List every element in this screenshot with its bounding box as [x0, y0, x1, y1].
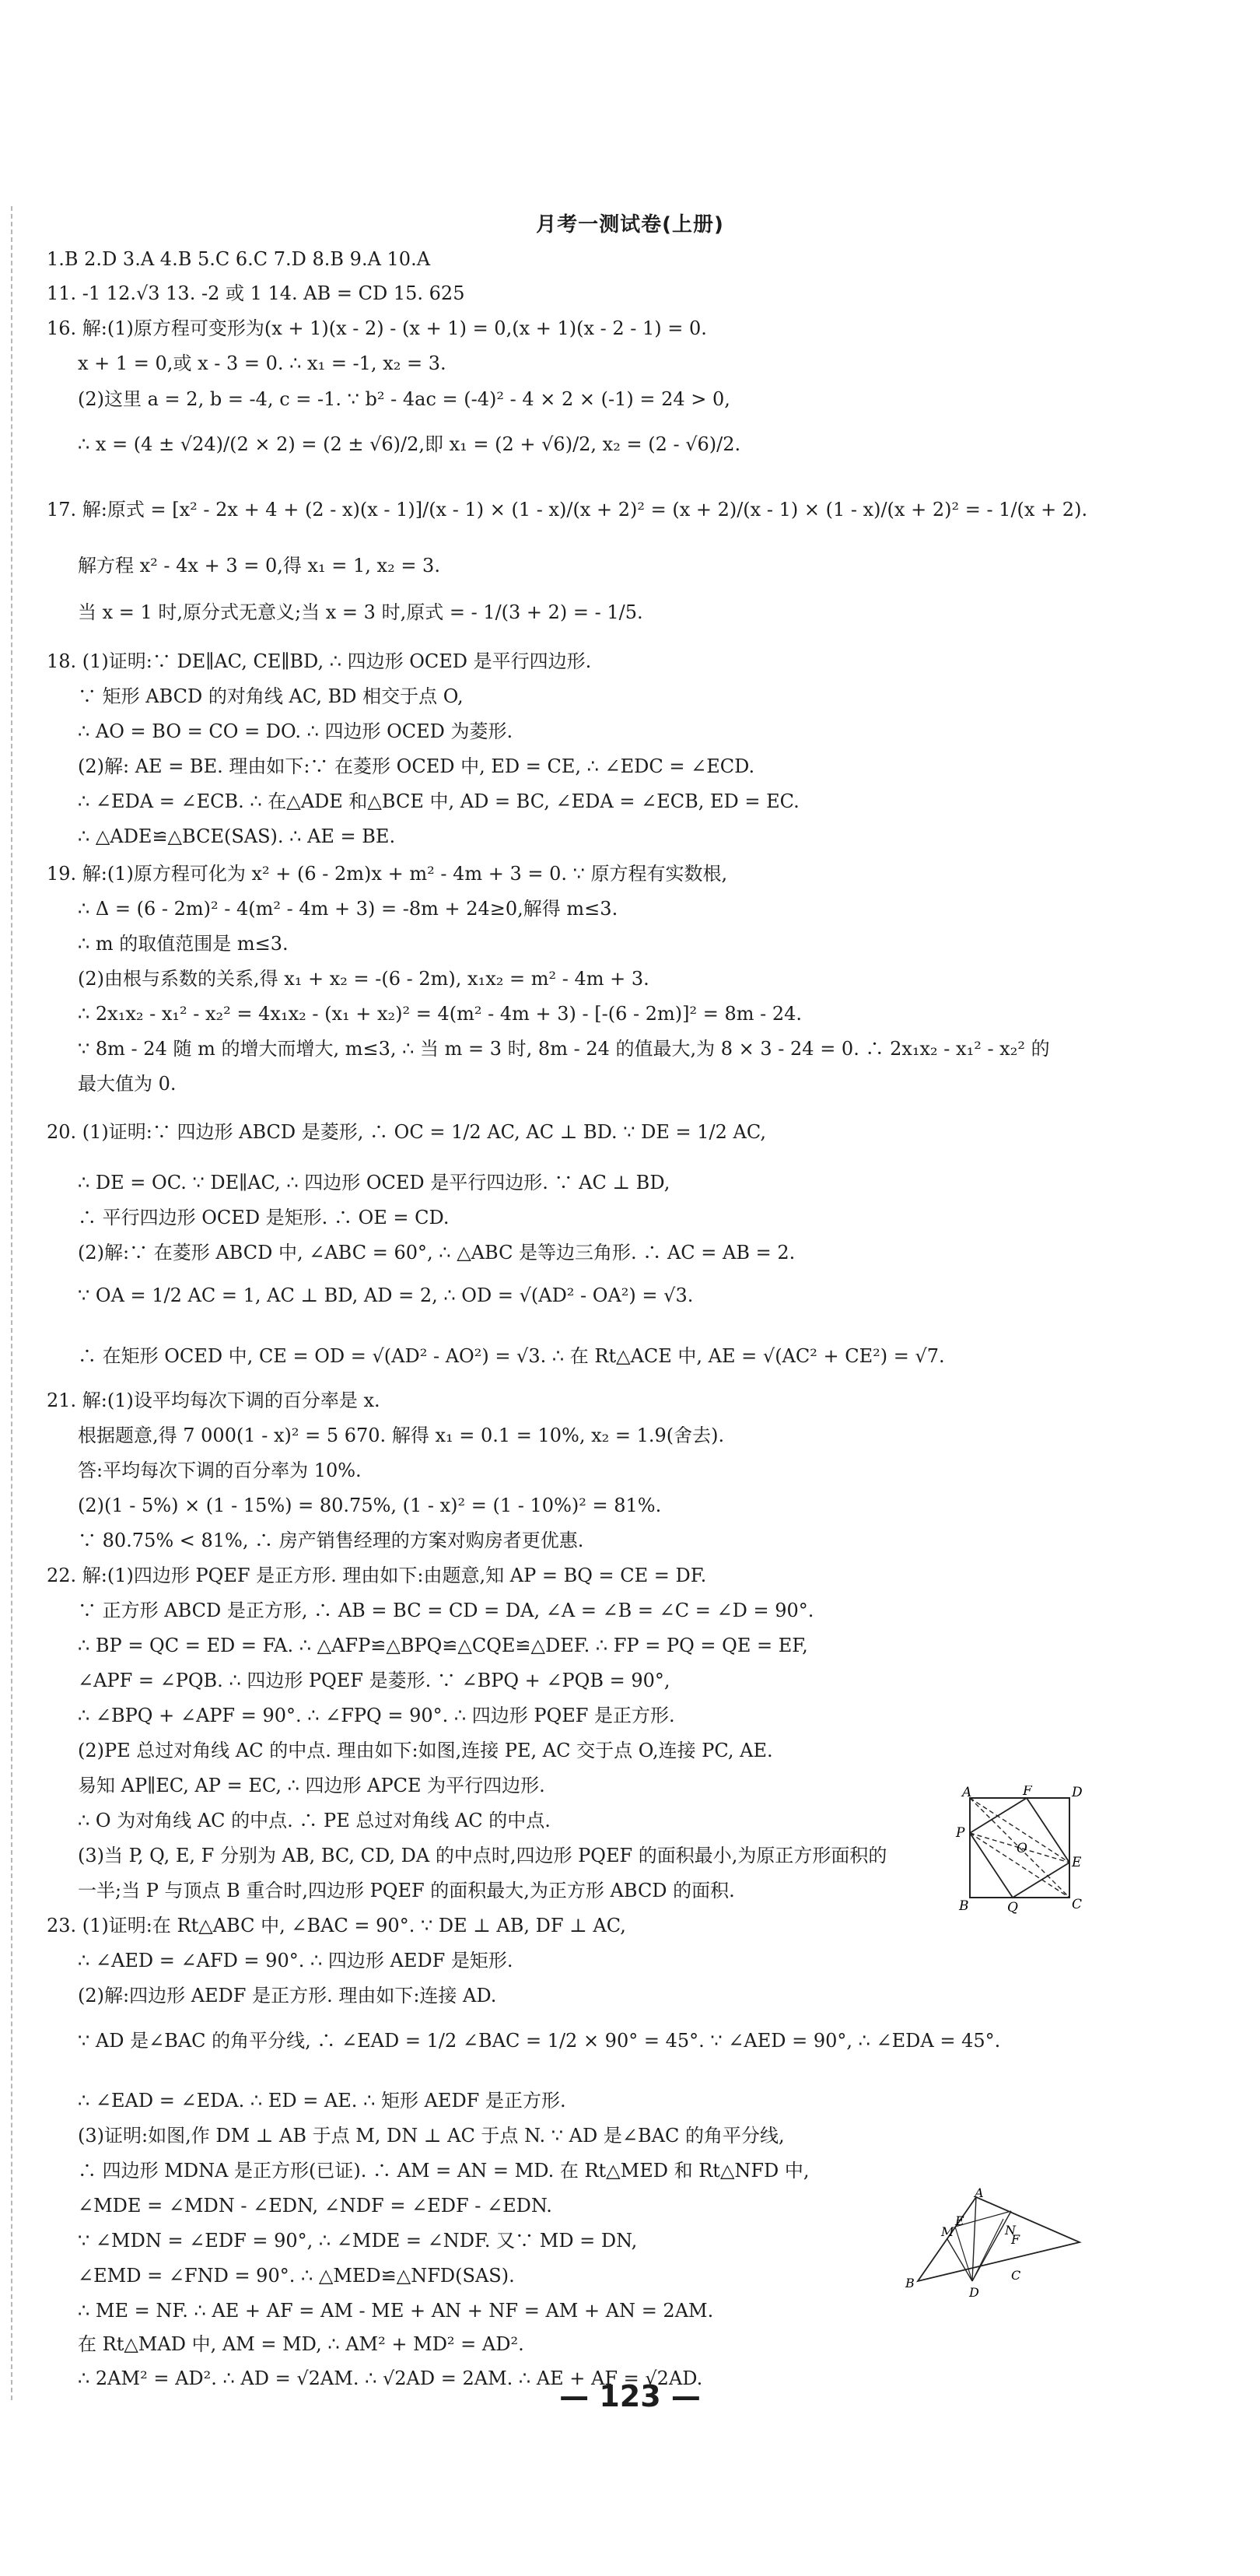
answer-line: 19. 解:(1)原方程可化为 x² + (6 - 2m)x + m² - 4m + 3 = 0. ∵ 原方程有实数根, [47, 863, 728, 885]
answer-line: (2)PE 总过对角线 AC 的中点. 理由如下:如图,连接 PE, AC 交于点 O,连接 PC, AE. [78, 1740, 773, 1761]
answer-line: ∵ 矩形 ABCD 的对角线 AC, BD 相交于点 O, [78, 685, 464, 707]
answer-line: ∴ ME = NF. ∴ AE + AF = AM - ME + AN + NF = AM + AN = 2AM. [78, 2300, 714, 2322]
figure-23-triangle [894, 2188, 1097, 2304]
answer-line: ∵ ∠MDN = ∠EDF = 90°, ∴ ∠MDE = ∠NDF. 又∵ MD = DN, [78, 2230, 638, 2252]
label-d: D [1072, 1786, 1083, 1800]
answer-line: 21. 解:(1)设平均每次下调的百分率是 x. [47, 1390, 380, 1411]
answer-line: ∴ 2AM² = AD². ∴ AD = √2AM. ∴ √2AD = 2AM. ∴ AE + AF = √2AD. [78, 2367, 703, 2389]
answer-line: ∵ OA = 1/2 AC = 1, AC ⊥ BD, AD = 2, ∴ OD = √(AD² - OA²) = √3. [78, 1284, 694, 1306]
label-c: C [1011, 2268, 1021, 2283]
label-a: A [975, 2188, 984, 2200]
label-n: N [1005, 2223, 1016, 2238]
answer-line: ∴ 2x₁x₂ - x₁² - x₂² = 4x₁x₂ - (x₁ + x₂)² = 4(m² - 4m + 3) - [-(6 - 2m)]² = 8m - 24. [78, 1003, 803, 1025]
answer-line: (3)当 P, Q, E, F 分别为 AB, BC, CD, DA 的中点时,四边形 PQEF 的面积最小,为原正方形面积的 [78, 1845, 887, 1866]
page-number: — 123 — [559, 2379, 701, 2413]
answer-line: 17. 解:原式 = [x² - 2x + 4 + (2 - x)(x - 1)]/(x - 1) × (1 - x)/(x + 2)² = (x + 2)/(x - 1) × (1 - x)/(x + 2)² = - 1/(x + 2). [47, 499, 1088, 520]
answer-line: 最大值为 0. [78, 1073, 177, 1095]
answer-line: 解方程 x² - 4x + 3 = 0,得 x₁ = 1, x₂ = 3. [78, 555, 440, 577]
label-p: P [956, 1825, 965, 1841]
answer-line: (2)由根与系数的关系,得 x₁ + x₂ = -(6 - 2m), x₁x₂ = m² - 4m + 3. [78, 968, 649, 990]
label-e: E [1072, 1855, 1082, 1870]
answer-line: ∴ x = (4 ± √24)/(2 × 2) = (2 ± √6)/2,即 x₁ = (2 + √6)/2, x₂ = (2 - √6)/2. [78, 433, 741, 455]
answer-line: ∴ ∠EDA = ∠ECB. ∴ 在△ADE 和△BCE 中, AD = BC, ∠EDA = ∠ECB, ED = EC. [78, 790, 800, 812]
answer-line: 16. 解:(1)原方程可变形为(x + 1)(x - 2) - (x + 1) = 0,(x + 1)(x - 2 - 1) = 0. [47, 317, 707, 339]
label-b: B [959, 1898, 969, 1914]
answer-line: (3)证明:如图,作 DM ⊥ AB 于点 M, DN ⊥ AC 于点 N. ∵ AD 是∠BAC 的角平分线, [78, 2125, 785, 2147]
answer-line: 在 Rt△MAD 中, AM = MD, ∴ AM² + MD² = AD². [78, 2333, 524, 2355]
answer-line: ∴ m 的取值范围是 m≤3. [78, 933, 289, 955]
answer-line: ∴ ∠AED = ∠AFD = 90°. ∴ 四边形 AEDF 是矩形. [78, 1950, 513, 1971]
answer-line: ∴ Δ = (6 - 2m)² - 4(m² - 4m + 3) = -8m + 24≥0,解得 m≤3. [78, 898, 618, 920]
answer-line: ∴ 平行四边形 OCED 是矩形. ∴ OE = CD. [78, 1207, 450, 1228]
answer-line: ∵ 正方形 ABCD 是正方形, ∴ AB = BC = CD = DA, ∠A = ∠B = ∠C = ∠D = 90°. [78, 1600, 814, 1621]
answer-line: 18. (1)证明:∵ DE∥AC, CE∥BD, ∴ 四边形 OCED 是平行四边形. [47, 650, 592, 672]
answer-line: ∴ △ADE≌△BCE(SAS). ∴ AE = BE. [78, 825, 396, 847]
label-e: E [955, 2213, 964, 2228]
label-c: C [1072, 1897, 1083, 1912]
answer-line: ∠MDE = ∠MDN - ∠EDN, ∠NDF = ∠EDF - ∠EDN. [78, 2195, 552, 2217]
label-o: O [1017, 1841, 1027, 1856]
answer-line: ∵ AD 是∠BAC 的角平分线, ∴ ∠EAD = 1/2 ∠BAC = 1/2 × 90° = 45°. ∵ ∠AED = 90°, ∴ ∠EDA = 45°. [78, 2030, 1001, 2052]
answer-line: 答:平均每次下调的百分率为 10%. [78, 1460, 362, 1481]
label-m: M [941, 2224, 954, 2239]
answer-line: 11. -1 12.√3 13. -2 或 1 14. AB = CD 15. 625 [47, 282, 465, 304]
answer-line: ∴ ∠EAD = ∠EDA. ∴ ED = AE. ∴ 矩形 AEDF 是正方形. [78, 2090, 566, 2112]
answer-line: 1.B 2.D 3.A 4.B 5.C 6.C 7.D 8.B 9.A 10.A [47, 248, 431, 270]
answer-line: ∴ 四边形 MDNA 是正方形(已证). ∴ AM = AN = MD. 在 Rt△MED 和 Rt△NFD 中, [78, 2160, 810, 2182]
answer-line: 根据题意,得 7 000(1 - x)² = 5 670. 解得 x₁ = 0.1 = 10%, x₂ = 1.9(舍去). [78, 1425, 725, 1446]
label-q: Q [1007, 1900, 1018, 1915]
answer-line: ∵ 8m - 24 随 m 的增大而增大, m≤3, ∴ 当 m = 3 时, 8m - 24 的值最大,为 8 × 3 - 24 = 0. ∴ 2x₁x₂ - x₁² - x₂² 的 [78, 1038, 1050, 1060]
answer-line: 易知 AP∥EC, AP = EC, ∴ 四边形 APCE 为平行四边形. [78, 1775, 545, 1796]
answer-line: 一半;当 P 与顶点 B 重合时,四边形 PQEF 的面积最大,为正方形 ABCD 的面积. [78, 1880, 735, 1901]
answer-line: (2)这里 a = 2, b = -4, c = -1. ∵ b² - 4ac = (-4)² - 4 × 2 × (-1) = 24 > 0, [78, 388, 730, 410]
answer-line: (2)解:∵ 在菱形 ABCD 中, ∠ABC = 60°, ∴ △ABC 是等边三角形. ∴ AC = AB = 2. [78, 1242, 796, 1263]
answer-line: ∴ ∠BPQ + ∠APF = 90°. ∴ ∠FPQ = 90°. ∴ 四边形 PQEF 是正方形. [78, 1705, 675, 1726]
figure-22-square [945, 1786, 1089, 1926]
answer-line: 当 x = 1 时,原分式无意义;当 x = 3 时,原式 = - 1/(3 + 2) = - 1/5. [78, 601, 643, 623]
answer-line: x + 1 = 0,或 x - 3 = 0. ∴ x₁ = -1, x₂ = 3. [78, 352, 446, 374]
answer-line: ∠EMD = ∠FND = 90°. ∴ △MED≌△NFD(SAS). [78, 2265, 515, 2287]
answer-line: ∠APF = ∠PQB. ∴ 四边形 PQEF 是菱形. ∵ ∠BPQ + ∠PQB = 90°, [78, 1670, 670, 1691]
answer-line: (2)(1 - 5%) × (1 - 15%) = 80.75%, (1 - x)² = (1 - 10%)² = 81%. [78, 1495, 662, 1516]
label-b: B [905, 2276, 915, 2290]
label-a: A [962, 1786, 972, 1800]
answer-line: ∴ AO = BO = CO = DO. ∴ 四边形 OCED 为菱形. [78, 720, 513, 742]
answer-line: ∴ O 为对角线 AC 的中点. ∴ PE 总过对角线 AC 的中点. [78, 1810, 551, 1831]
answer-line: (2)解:四边形 AEDF 是正方形. 理由如下:连接 AD. [78, 1985, 497, 2006]
label-f: F [1023, 1786, 1032, 1799]
answer-line: 22. 解:(1)四边形 PQEF 是正方形. 理由如下:由题意,知 AP = BQ = CE = DF. [47, 1565, 707, 1586]
answer-line: 23. (1)证明:在 Rt△ABC 中, ∠BAC = 90°. ∵ DE ⊥ AB, DF ⊥ AC, [47, 1915, 626, 1936]
page-title: 月考一测试卷(上册) [536, 213, 724, 237]
answer-line: 20. (1)证明:∵ 四边形 ABCD 是菱形, ∴ OC = 1/2 AC, AC ⊥ BD. ∵ DE = 1/2 AC, [47, 1121, 766, 1143]
answer-line: ∴ DE = OC. ∵ DE∥AC, ∴ 四边形 OCED 是平行四边形. ∵ AC ⊥ BD, [78, 1172, 670, 1193]
answer-line: ∴ 在矩形 OCED 中, CE = OD = √(AD² - AO²) = √3. ∴ 在 Rt△ACE 中, AE = √(AC² + CE²) = √7. [78, 1345, 945, 1367]
answer-line: ∴ BP = QC = ED = FA. ∴ △AFP≌△BPQ≌△CQE≌△DEF. ∴ FP = PQ = QE = EF, [78, 1635, 808, 1656]
label-f: F [1011, 2232, 1020, 2247]
label-d: D [969, 2285, 979, 2300]
margin-dashed-rule [11, 206, 12, 2400]
answer-line: ∵ 80.75% < 81%, ∴ 房产销售经理的方案对购房者更优惠. [78, 1530, 584, 1551]
answer-line: (2)解: AE = BE. 理由如下:∵ 在菱形 OCED 中, ED = CE, ∴ ∠EDC = ∠ECD. [78, 755, 755, 777]
